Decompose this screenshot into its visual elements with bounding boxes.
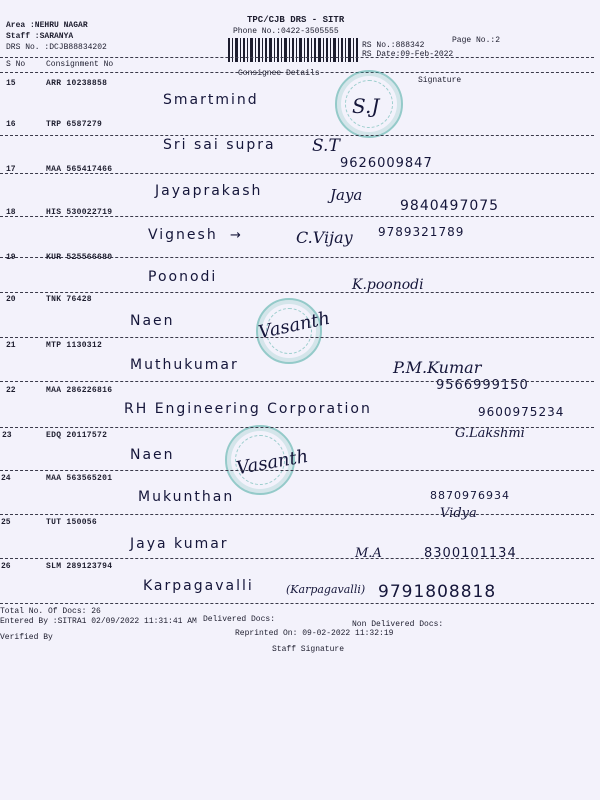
consignment-number: SLM 289123794 <box>46 562 113 571</box>
consignment-number: ARR 10238858 <box>46 79 108 88</box>
row-serial: 20 <box>6 295 16 304</box>
row-serial: 19 <box>6 253 16 262</box>
verified-by: Verified By <box>0 633 53 642</box>
area-label: Area :NEHRU NAGAR <box>6 21 88 30</box>
consignee-name: Smartmind <box>163 92 259 108</box>
consignee-name: Naen <box>130 313 175 329</box>
divider <box>0 135 594 136</box>
non-delivered-docs: Non Delivered Docs: <box>352 620 444 629</box>
divider <box>0 292 594 293</box>
receiver-signature: P.M.Kumar <box>393 358 482 377</box>
consignee-name: Sri sai supra <box>163 137 276 153</box>
consignee-name: Vignesh <box>148 227 218 243</box>
consignee-name: Poonodi <box>148 269 218 285</box>
receiver-signature: (Karpagavalli) <box>286 583 366 596</box>
barcode-image <box>228 38 360 62</box>
receiver-signature: G.Lakshmi <box>455 426 525 441</box>
row-serial: 24 <box>1 474 11 483</box>
rs-number: RS No.:888342 <box>362 41 425 50</box>
consignment-number: MAA 563565201 <box>46 474 113 483</box>
drs-number: DRS No. :DCJB88834202 <box>6 43 107 52</box>
divider <box>0 57 594 58</box>
divider <box>0 72 594 73</box>
phone-number-handwritten: 9566999150 <box>436 378 529 393</box>
receiver-signature: Jaya <box>330 186 363 204</box>
phone-number-handwritten: 9600975234 <box>478 405 565 419</box>
consignee-name: Jaya kumar <box>130 536 229 552</box>
consignment-number: TRP 6587279 <box>46 120 103 129</box>
consignee-name: Muthukumar <box>130 357 239 373</box>
page-number: Page No.:2 <box>452 36 501 45</box>
consignee-name: Mukunthan <box>138 489 235 505</box>
consignee-name: Jayaprakash <box>155 183 263 199</box>
col-consignee: Consignee Details <box>238 69 320 78</box>
receiver-signature: S.T <box>312 136 340 156</box>
col-sno: S No <box>6 60 26 69</box>
row-serial: 18 <box>6 208 16 217</box>
row-serial: 23 <box>2 431 12 440</box>
consignment-number: HIS 530022719 <box>46 208 113 217</box>
phone-number-handwritten: 9789321789 <box>378 225 465 239</box>
divider <box>0 381 594 382</box>
receiver-signature: K.poonodi <box>352 277 424 293</box>
document-title: TPC/CJB DRS - SITR <box>247 15 345 25</box>
divider <box>0 603 594 604</box>
receiver-signature: Vasanth <box>256 307 332 344</box>
staff-signature-label: Staff Signature <box>272 645 345 654</box>
total-docs: Total No. Of Docs: 26 <box>0 607 101 616</box>
consignment-number: MTP 1130312 <box>46 341 103 350</box>
row-serial: 22 <box>6 386 16 395</box>
staff-label: Staff :SARANYA <box>6 32 74 41</box>
row-serial: 21 <box>6 341 16 350</box>
consignment-number: MAA 286226816 <box>46 386 113 395</box>
consignee-name: RH Engineering Corporation <box>124 401 372 417</box>
consignment-number: MAA 565417466 <box>46 165 113 174</box>
row-serial: 16 <box>6 120 16 129</box>
phone-number: Phone No.:0422-3505555 <box>233 27 339 36</box>
phone-number-handwritten: 8300101134 <box>424 546 517 561</box>
divider <box>0 337 594 338</box>
receiver-signature: S.J <box>352 94 380 118</box>
consignment-number: TNK 76428 <box>46 295 92 304</box>
consignment-number: KUR 525566680 <box>46 253 113 262</box>
row-serial: 26 <box>1 562 11 571</box>
arrow-icon: → <box>230 228 243 243</box>
divider <box>0 470 594 471</box>
phone-number-handwritten: 9840497075 <box>400 198 500 214</box>
consignment-number: EDQ 20117572 <box>46 431 108 440</box>
rs-date: RS Date:09-Feb-2022 <box>362 50 454 59</box>
phone-number-handwritten: 9791808818 <box>378 582 497 602</box>
consignment-number: TUT 150056 <box>46 518 98 527</box>
receiver-signature: Vasanth <box>234 445 310 480</box>
reprinted-on: Reprinted On: 09-02-2022 11:32:19 <box>235 629 394 638</box>
col-consignment: Consignment No <box>46 60 114 69</box>
divider <box>0 427 594 428</box>
receiver-signature: Vidya <box>440 506 477 521</box>
delivered-docs: Delivered Docs: <box>203 615 276 624</box>
phone-number-handwritten: 9626009847 <box>340 156 433 171</box>
consignee-name: Naen <box>130 447 175 463</box>
divider <box>0 558 594 559</box>
receiver-signature: M.A <box>355 546 382 561</box>
row-serial: 15 <box>6 79 16 88</box>
entered-by: Entered By :SITRA1 02/09/2022 11:31:41 AM <box>0 617 197 626</box>
divider <box>0 514 594 515</box>
col-signature: Signature <box>418 76 462 85</box>
phone-number-handwritten: 8870976934 <box>430 489 510 502</box>
row-serial: 17 <box>6 165 16 174</box>
receiver-signature: C.Vijay <box>296 228 353 247</box>
consignee-name: Karpagavalli <box>143 578 254 594</box>
row-serial: 25 <box>1 518 11 527</box>
